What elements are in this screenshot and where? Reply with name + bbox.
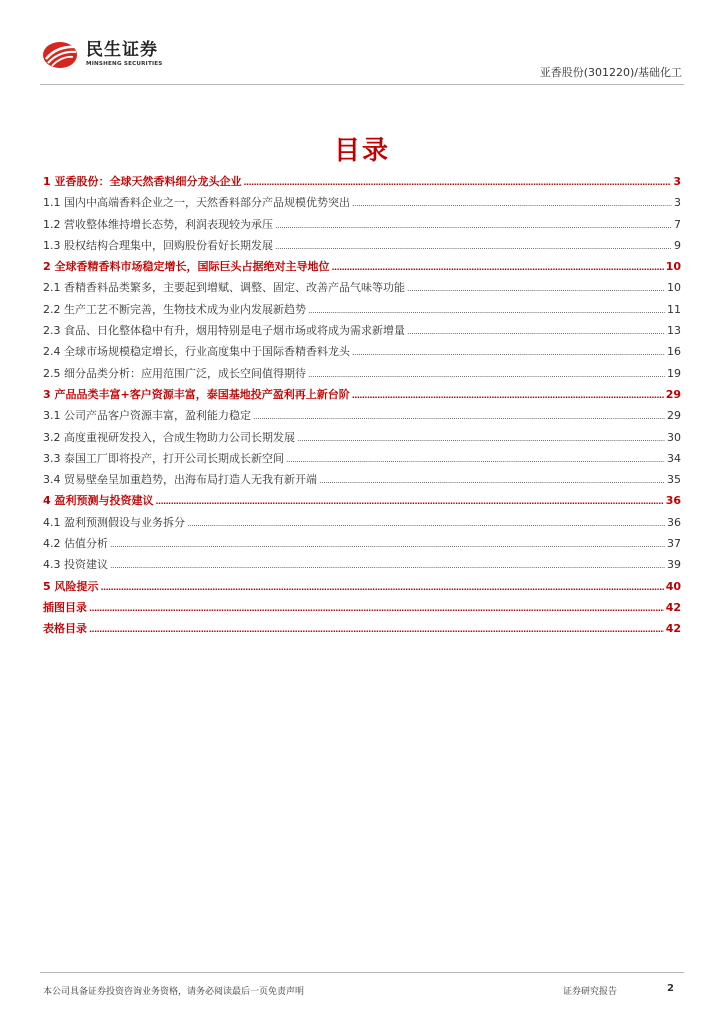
toc-entry-page: 10	[667, 281, 681, 295]
toc-entry-page: 35	[667, 473, 681, 487]
toc-entry[interactable]	[43, 301, 681, 322]
footer-disclaimer: 本公司具备证券投资咨询业务资格，请务必阅读最后一页免责声明	[43, 987, 305, 997]
toc-entry-label: 4.3 投资建议	[43, 558, 108, 572]
page-header	[40, 38, 684, 88]
toc-entry-label: 插图目录	[43, 600, 87, 614]
toc-entry-label: 2.2 生产工艺不断完善，生物技术成为业内发展新趋势	[43, 302, 306, 316]
toc-leader-dots	[100, 583, 663, 592]
toc-entry-page: 13	[667, 324, 681, 338]
toc-entry[interactable]	[43, 279, 681, 300]
toc-leader-dots	[407, 327, 665, 336]
toc-entry-label: 2.1 香精香料品类繁多，主要起到增赋、调整、固定、改善产品气味等功能	[43, 281, 405, 295]
toc-entry-label: 3.3 泰国工厂即将投产，打开公司长期成长新空间	[43, 451, 284, 465]
toc-entry-label: 3.4 贸易壁垒呈加重趋势，出海布局打造人无我有新开端	[43, 473, 317, 487]
toc-leader-dots	[297, 434, 665, 443]
toc-leader-dots	[187, 519, 665, 528]
report-subject: 亚香股份(301220)/基础化工	[539, 66, 682, 79]
toc-entry-label: 3.1 公司产品客户资源丰富，盈利能力稳定	[43, 409, 251, 423]
toc-entry-page: 3	[673, 175, 681, 188]
footer-divider	[40, 972, 684, 973]
toc-entry-page: 36	[667, 515, 681, 529]
toc-entry-page: 39	[667, 558, 681, 572]
toc-entry-label: 3 产品品类丰富+客户资源丰富，泰国基地投产盈利再上新台阶	[43, 387, 350, 401]
toc-entry[interactable]	[43, 322, 681, 343]
toc-entry-page: 42	[665, 600, 681, 614]
toc-entry-label: 5 风险提示	[43, 579, 99, 593]
toc-entry[interactable]	[43, 578, 681, 599]
toc-leader-dots	[275, 221, 672, 230]
toc-entry[interactable]	[43, 173, 681, 194]
toc-leader-dots	[352, 391, 664, 400]
toc-entry-label: 表格目录	[43, 622, 87, 636]
toc-entry[interactable]	[43, 258, 681, 279]
toc-entry-page: 34	[667, 451, 681, 465]
toc-entry[interactable]	[43, 450, 681, 471]
toc-entry-page: 9	[674, 238, 681, 252]
toc-entry-page: 7	[674, 217, 681, 231]
toc-leader-dots	[407, 284, 665, 293]
toc-entry[interactable]	[43, 556, 681, 577]
toc-entry[interactable]	[43, 237, 681, 258]
toc-entry-page: 3	[674, 196, 681, 210]
toc-entry-label: 2.5 细分品类分析：应用范围广泛，成长空间值得期待	[43, 366, 306, 380]
toc-leader-dots	[110, 561, 665, 570]
toc-entry[interactable]	[43, 599, 681, 620]
toc-entry[interactable]	[43, 492, 681, 513]
toc-leader-dots	[89, 604, 664, 613]
toc-entry[interactable]	[43, 620, 681, 641]
minsheng-emblem-icon	[40, 38, 80, 70]
toc-entry-page: 37	[667, 537, 681, 551]
toc-entry-label: 4.2 估值分析	[43, 537, 108, 551]
toc-entry[interactable]	[43, 365, 681, 386]
toc-leader-dots	[89, 625, 664, 634]
toc-entry[interactable]	[43, 514, 681, 535]
toc-entry[interactable]	[43, 194, 681, 215]
toc-entry-page: 40	[665, 579, 681, 593]
toc-leader-dots	[110, 540, 665, 549]
toc-entry[interactable]	[43, 216, 681, 237]
minsheng-logo	[40, 38, 163, 70]
toc-entry-label: 2.4 全球市场规模稳定增长，行业高度集中于国际香精香料龙头	[43, 345, 350, 359]
toc-leader-dots	[319, 476, 665, 485]
toc-leader-dots	[253, 412, 665, 421]
table-of-contents	[43, 173, 681, 642]
toc-leader-dots	[352, 348, 665, 357]
toc-entry-page: 10	[665, 260, 681, 274]
toc-entry-label: 1.2 营收整体维持增长态势，利润表现较为承压	[43, 217, 273, 231]
toc-entry-label: 1.3 股权结构合理集中，回购股份看好长期发展	[43, 238, 273, 252]
toc-leader-dots	[308, 370, 665, 379]
toc-entry-page: 11	[667, 302, 681, 316]
toc-entry-page: 19	[667, 366, 681, 380]
toc-entry[interactable]	[43, 429, 681, 450]
page-title: 目录	[333, 136, 390, 166]
toc-entry-label: 4.1 盈利预测假设与业务拆分	[43, 515, 185, 529]
toc-entry[interactable]	[43, 535, 681, 556]
toc-entry-page: 29	[667, 409, 681, 423]
toc-entry-page: 36	[665, 494, 681, 508]
brand-name-en: MINSHENG SECURITIES	[86, 61, 163, 67]
toc-entry-label: 1.1 国内中高端香料企业之一，天然香料部分产品规模优势突出	[43, 196, 350, 210]
toc-leader-dots	[155, 497, 663, 506]
toc-entry-label: 4 盈利预测与投资建议	[43, 494, 154, 508]
toc-entry-page: 30	[667, 430, 681, 444]
toc-entry-page: 16	[667, 345, 681, 359]
toc-entry-label: 1 亚香股份：全球天然香料细分龙头企业	[43, 175, 242, 188]
toc-leader-dots	[243, 178, 671, 187]
toc-leader-dots	[308, 306, 665, 315]
toc-entry-page: 42	[665, 622, 681, 636]
toc-leader-dots	[275, 242, 672, 251]
header-divider	[40, 84, 684, 85]
toc-entry[interactable]	[43, 407, 681, 428]
page-number: 2	[667, 983, 674, 994]
toc-entry-page: 29	[665, 387, 681, 401]
toc-entry-label: 2 全球香精香料市场稳定增长，国际巨头占据绝对主导地位	[43, 260, 330, 274]
toc-entry[interactable]	[43, 386, 681, 407]
toc-entry-label: 2.3 食品、日化整体稳中有升，烟用特别是电子烟市场或将成为需求新增量	[43, 324, 405, 338]
toc-entry[interactable]	[43, 343, 681, 364]
toc-entry-label: 3.2 高度重视研发投入，合成生物助力公司长期发展	[43, 430, 295, 444]
brand-name-cn: 民生证券	[86, 40, 158, 60]
toc-leader-dots	[331, 263, 663, 272]
toc-leader-dots	[286, 455, 665, 464]
toc-entry[interactable]	[43, 471, 681, 492]
toc-leader-dots	[352, 199, 672, 208]
footer-report-type: 证券研究报告	[563, 987, 618, 997]
